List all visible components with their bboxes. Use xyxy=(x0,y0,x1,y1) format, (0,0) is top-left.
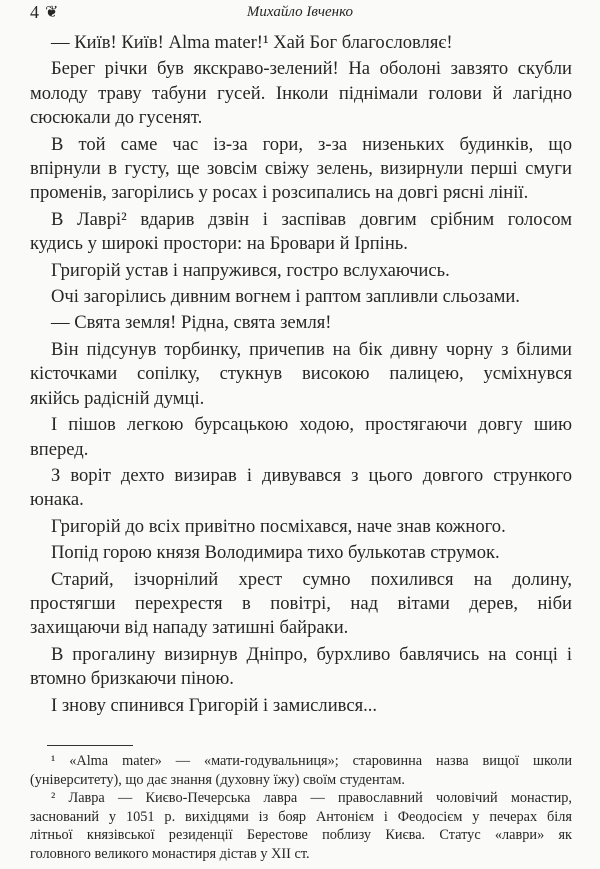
footnote-line: ¹ «Alma mater» — «мати-годувальниця»; старовинна назва вищої школи xyxy=(51,753,572,769)
paragraph-line: І пішов легкою бурсацькою ходою, простягаючи довгу шию xyxy=(51,414,572,436)
paragraph xyxy=(30,133,572,206)
body-text xyxy=(30,31,572,718)
paragraph-line: В той саме час із-за гори, з-за низеньких будинків, що xyxy=(51,133,572,155)
paragraph-line: Очі загорілись дивним вогнем і раптом запливли сльозами. xyxy=(51,286,520,308)
paragraph-line: Старий, ізчорнілий хрест сумно похилився на долину, xyxy=(51,568,572,590)
footnote-rule xyxy=(47,745,133,746)
paragraph-line: кудись у широкі простори: на Бровари й Ірпінь. xyxy=(30,233,408,255)
paragraph-line: — Свята земля! Рідна, свята земля! xyxy=(51,312,332,334)
paragraph-line: втомно бризкаючи піною. xyxy=(30,668,234,690)
paragraph-line: В прогалину визирнув Дніпро, бурхливо бавлячись на сонці і xyxy=(51,643,572,665)
paragraph-line: З воріт дехто визирав і дивувався з цього довгого стрункого xyxy=(51,464,572,486)
paragraph-line: Він підсунув торбинку, причепив на бік дивну чорну з білими xyxy=(51,338,572,360)
paragraph-line: Берег річки був якскраво-зелений! На оболоні завзято скубли xyxy=(51,58,572,80)
paragraph xyxy=(30,464,572,513)
footnote-line: ² Лавра — Києво-Печерська лавра — православний чоловічий монастир, xyxy=(51,790,572,807)
paragraph xyxy=(30,311,572,335)
footnote-line: заснований у 1051 р. вихідцями із бояр Антонієм і Феодосієм у печерах біля xyxy=(30,808,572,825)
paragraph xyxy=(30,515,572,539)
paragraph xyxy=(30,643,572,692)
page-number: 4 xyxy=(30,2,39,22)
paragraph-line: впірнули в густу, ще зовсім свіжу зелень, визирнули перші смуги xyxy=(30,158,572,180)
paragraph xyxy=(30,208,572,257)
paragraph xyxy=(30,694,572,718)
running-title: Михайло Івченко xyxy=(246,4,354,20)
ornament-icon: ❦ xyxy=(45,4,59,21)
paragraph-line: Григорій до всіх привітно посміхався, наче знав кожного. xyxy=(51,515,506,537)
paragraph xyxy=(30,259,572,283)
paragraph-line: простягши перехрестя в повітрі, над вітами дерев, ніби xyxy=(30,592,572,614)
paragraph xyxy=(30,568,572,641)
paragraph-line: — Київ! Київ! Alma mater!¹ Хай Бог благословляє! xyxy=(51,32,453,53)
paragraph-line: захищаючи від нападу затишні байраки. xyxy=(30,617,349,639)
footnote-line: головного великого монастиря дістав у XII ст. xyxy=(30,845,310,862)
paragraph-line: кісточками сопілку, стукнув високою палицею, усміхнувся xyxy=(30,363,572,385)
footnotes xyxy=(30,752,572,864)
paragraph-line: молоду траву табуни гусей. Інколи піднімали голови й лагідно xyxy=(30,82,572,104)
paragraph xyxy=(30,338,572,411)
paragraph xyxy=(30,413,572,462)
paragraph-line: юнака. xyxy=(30,489,84,511)
paragraph-line: І знову спинився Григорій і замислився... xyxy=(51,694,378,716)
footnote-line: літньої князівської резиденції Берестове поблизу Києва. Статус «лаври» як xyxy=(30,827,572,844)
paragraph xyxy=(30,31,572,55)
footnote-line: (університету), що дає знання (духовну їжу) своїм студентам. xyxy=(30,771,406,788)
paragraph-line: якійсь радісній думці. xyxy=(30,387,205,409)
paragraph-line: Попід горою князя Володимира тихо булькотав струмок. xyxy=(51,542,500,564)
paragraph-line: сюсюкали до гусенят. xyxy=(30,107,203,129)
footnote xyxy=(30,789,572,863)
paragraph xyxy=(30,285,572,309)
paragraph-line: В Лаврі² вдарив дзвін і заспівав довгим срібним голосом xyxy=(51,208,572,230)
paragraph xyxy=(30,541,572,565)
paragraph-line: променів, загорілись у росах і розсипались на довгі рясні лінії. xyxy=(30,182,529,204)
paragraph-line: Григорій устав і напружився, гостро вслухаючись. xyxy=(51,259,450,281)
paragraph-line: вперед. xyxy=(30,438,89,460)
paragraph xyxy=(30,57,572,130)
footnote xyxy=(30,752,572,789)
